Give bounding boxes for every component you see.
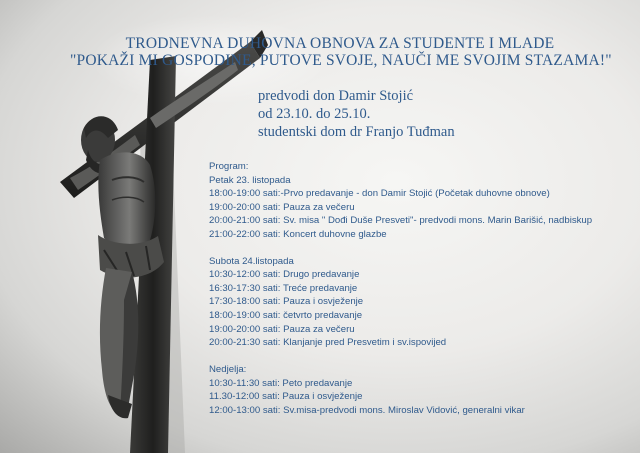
day-heading-friday: Petak 23. listopada	[209, 174, 291, 186]
event-venue: studentski dom dr Franjo Tuđman	[258, 124, 455, 140]
schedule-item: 11.30-12:00 sati: Pauza i osvježenje	[209, 391, 363, 403]
schedule-item: 10:30-11:30 sati: Peto predavanje	[209, 377, 353, 389]
program-heading: Program:	[209, 161, 249, 172]
event-motto: "POKAŽI MI GOSPODINE, PUTOVE SVOJE, NAUČI ME SVOJIM STAZAMA!"	[70, 52, 612, 69]
schedule-item: 10:30-12:00 sati: Drugo predavanje	[209, 269, 360, 281]
schedule-item: 18:00-19:00 sati: četvrto predavanje	[209, 310, 363, 322]
schedule-item: 21:00-22:00 sati: Koncert duhovne glazbe	[209, 228, 387, 240]
day-heading-saturday: Subota 24.listopada	[209, 255, 294, 267]
schedule-item: 20:00-21:30 sati: Klanjanje pred Presvetim i sv.ispovijed	[209, 337, 447, 349]
schedule-item: 18:00-19:00 sati:-Prvo predavanje - don Damir Stojić (Početak duhovne obnove)	[209, 188, 550, 200]
event-title: TRODNEVNA DUHOVNA OBNOVA ZA STUDENTE I MLADE	[125, 35, 555, 52]
spacer	[209, 350, 592, 364]
schedule-item: 17:30-18:00 sati: Pauza i osvježenje	[209, 296, 364, 308]
program-schedule	[209, 160, 592, 417]
schedule-item: 19:00-20:00 sati: Pauza za večeru	[209, 323, 355, 335]
event-dates: od 23.10. do 25.10.	[258, 106, 371, 122]
day-heading-sunday: Nedjelja:	[209, 364, 247, 376]
spacer	[209, 241, 592, 255]
event-leader: predvodi don Damir Stojić	[258, 88, 414, 104]
schedule-item: 19:00-20:00 sati: Pauza za večeru	[209, 201, 355, 213]
schedule-item: 16:30-17:30 sati: Treće predavanje	[209, 282, 358, 294]
schedule-item: 12:00-13:00 sati: Sv.misa-predvodi mons. Miroslav Vidović, generalni vikar	[209, 404, 525, 416]
schedule-item: 20:00-21:00 sati: Sv. misa " Dođi Duše Presveti"- predvodi mons. Marin Barišić, nadbiskup	[209, 215, 593, 227]
